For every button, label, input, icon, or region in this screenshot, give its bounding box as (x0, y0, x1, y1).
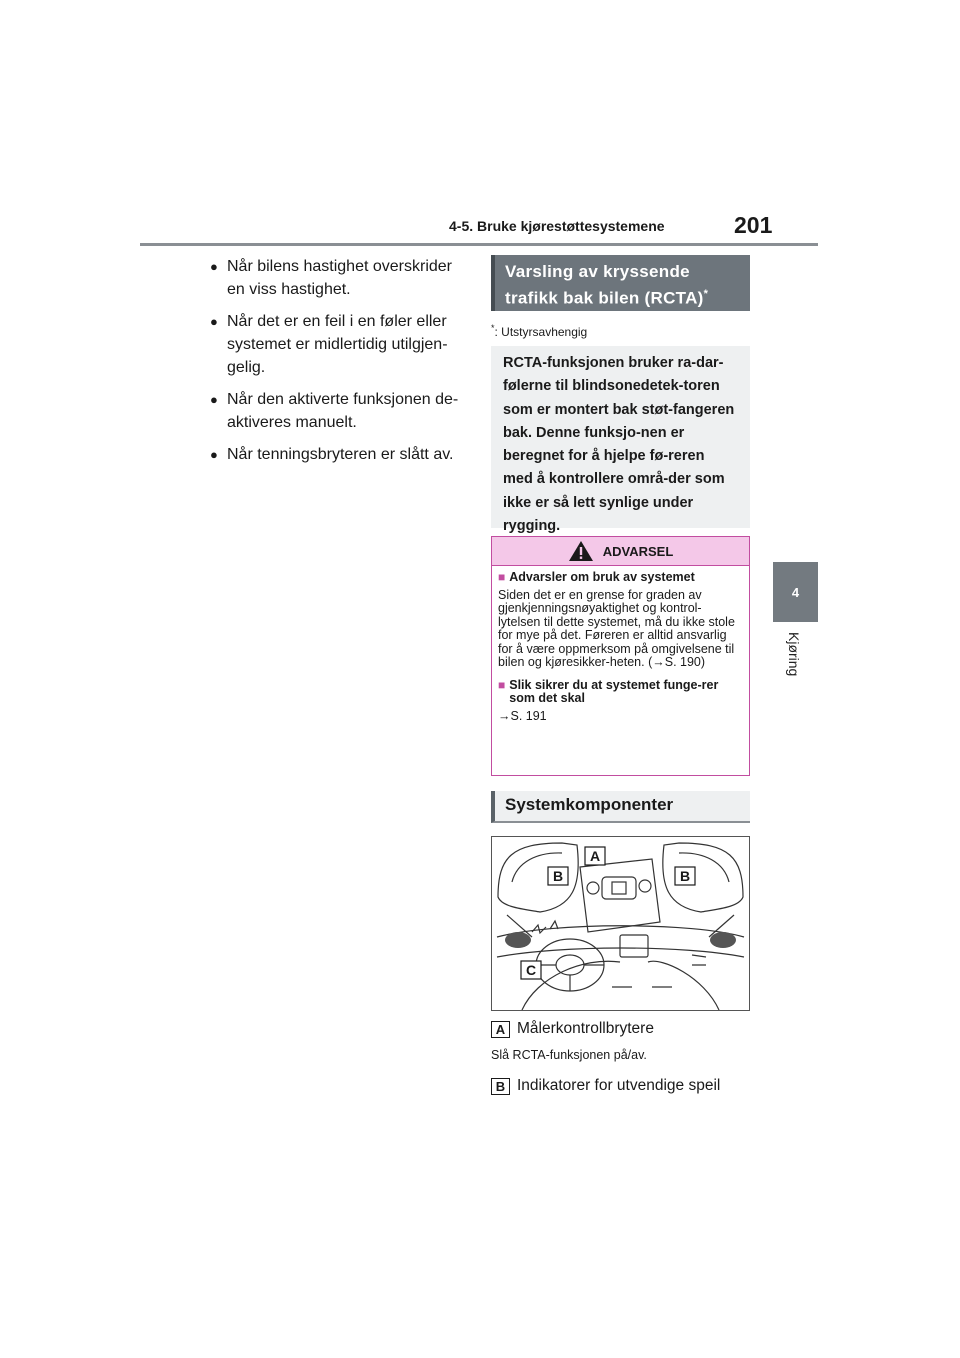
dashboard-illustration (491, 836, 750, 1011)
warning-label: ADVARSEL (602, 543, 674, 559)
header-title: 4-5. Bruke kjørestøttesystemene (449, 218, 665, 234)
page-number: 201 (734, 212, 773, 238)
section-heading-components: Systemkomponenter (491, 791, 750, 823)
warning-subheading: ■ Advarsler om bruk av systemet (498, 570, 695, 584)
square-bullet-icon: ■ (498, 677, 506, 692)
warning-box (491, 536, 750, 776)
list-item: ● Når tenningsbryteren er slått av. (210, 443, 472, 466)
legend-label: Målerkontrollbrytere (517, 1020, 654, 1037)
square-bullet-icon: ■ (498, 570, 506, 584)
figure-label-b-right: B (680, 868, 691, 884)
header-rule (140, 243, 818, 246)
legend-label: Indikatorer for utvendige speil (517, 1077, 721, 1094)
legend-key: A (491, 1021, 510, 1038)
legend-item-a (491, 1020, 654, 1038)
chapter-name: Kjøring (786, 632, 802, 677)
footnote: *: Utstyrsavhengig (491, 323, 588, 339)
bullet-icon: ● (210, 392, 218, 407)
section-heading-rcta: Varsling av kryssende trafikk bak bilen (RCTA)* (491, 255, 750, 311)
list-item: ● Når det er en feil i en føler eller systemet er midlertidig utilgjen-gelig. (210, 310, 472, 379)
warning-text: Siden det er en grense for graden av gjenkjenningsnøyaktighet og kontrol-lytelsen til dette systemet, må du ikke stole for mye på det. Føreren er alltid ansvarlig for å være oppmerksom på omgivelsene til bilen og kjøresikker-heten. (→S. 190) (498, 587, 735, 669)
left-column (210, 255, 472, 475)
bullet-icon: ● (210, 447, 218, 462)
warning-icon (568, 540, 594, 562)
intro-box: RCTA-funksjonen bruker ra-darfølerne til blindsonedetek-toren som er montert bak støt-fangeren bak. Denne funksjo-nen er beregnet for å hjelpe fø-reren med å kontrollere områ-der som ikke er så lett synlige under rygging. (491, 346, 750, 528)
legend-description: Slå RCTA-funksjonen på/av. (491, 1048, 647, 1062)
chapter-tab: 4 (773, 562, 818, 622)
legend-key: B (491, 1078, 510, 1095)
bullet-icon: ● (210, 259, 218, 274)
figure-label-b-left: B (553, 868, 564, 884)
warning-subheading: ■ Slik sikrer du at systemet funge-rer som det skal (498, 677, 719, 705)
warning-header (492, 537, 749, 566)
dashboard-drawing (492, 837, 749, 1010)
list-item: ● Når den aktiverte funksjonen de-aktiveres manuelt. (210, 388, 472, 434)
bullet-icon: ● (210, 314, 218, 329)
warning-body (492, 566, 749, 723)
figure-label-a: A (590, 848, 601, 864)
figure-label-c: C (526, 962, 537, 978)
warning-text: →S. 191 (498, 708, 547, 723)
list-item: ● Når bilens hastighet overskrider en viss hastighet. (210, 255, 472, 301)
legend-item-b (491, 1077, 720, 1095)
